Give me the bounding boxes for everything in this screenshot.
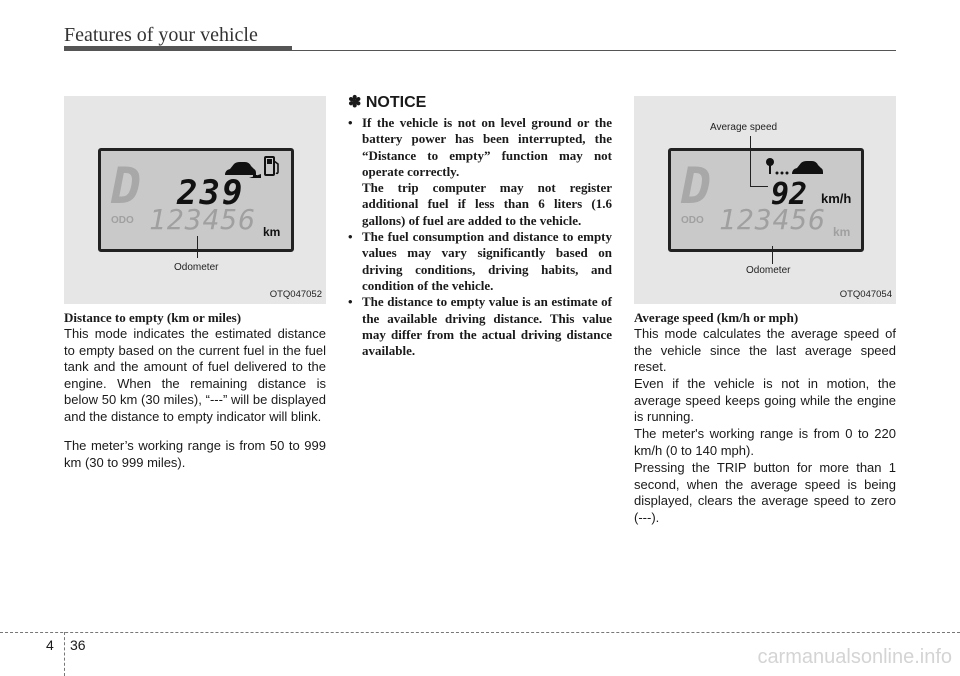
callout-line: [750, 186, 768, 187]
figure-distance-to-empty: [64, 96, 326, 304]
header-rule-thin: [292, 50, 896, 51]
lcd-display: [98, 148, 294, 252]
page-number: 36: [70, 637, 86, 653]
paragraph: Pressing the TRIP button for more than 1 second, when the average speed is being displayed, clears the average speed to zero (---).: [634, 460, 896, 525]
figure-average-speed: [634, 96, 896, 304]
car-icon: [791, 161, 823, 177]
lcd-display: [668, 148, 864, 252]
paragraph: The meter’s working range is from 50 to 999 km (30 to 999 miles).: [64, 438, 326, 470]
lcd-gear-indicator: D: [111, 157, 142, 215]
caption-distance-to-empty: Distance to empty (km or miles): [64, 310, 242, 325]
odometer-unit: km: [263, 225, 281, 239]
notice-list: [348, 115, 612, 359]
notice-title: ✽ NOTICE: [348, 94, 427, 111]
paragraph: This mode calculates the average speed of the vehicle since the last average speed reset.: [634, 326, 896, 374]
paragraph: The meter's working range is from 0 to 220 km/h (0 to 140 mph).: [634, 426, 896, 458]
callout-line: [750, 136, 751, 186]
trip-icon: [765, 157, 793, 177]
header-rule-thick: [64, 46, 292, 51]
odometer-value: 123456: [719, 203, 827, 236]
footer-divider: [64, 632, 65, 676]
notice-item-subtext: The trip computer may not register additional fuel if less than 6 liters (1.6 gallons) of fuel are added to the vehicle.: [362, 180, 612, 228]
odometer-unit: km: [833, 225, 851, 239]
figure-code: OTQ047052: [269, 289, 322, 300]
paragraph: This mode indicates the estimated distance to empty based on the current fuel in the fuel tank and the amount of fuel delivered to the engine. When the remaining distance is below 50 km (30 miles), “---” will be displayed and the distance to empty indicator will blink.: [64, 326, 326, 424]
callout-average-speed-label: Average speed: [710, 122, 778, 133]
callout-odometer-label: Odometer: [174, 262, 219, 273]
average-speed-unit: km/h: [821, 191, 852, 206]
odo-label: ODO: [111, 215, 134, 226]
paragraph: Even if the vehicle is not in motion, the average speed keeps going while the engine is running.: [634, 376, 896, 424]
callout-line: [197, 236, 198, 258]
page-header-title: Features of your vehicle: [64, 24, 258, 46]
notice-item-text: The distance to empty value is an estimate of the available driving distance. This value may differ from the actual driving distance available.: [362, 294, 612, 359]
figure-code: OTQ047054: [839, 289, 892, 300]
distance-to-empty-value: 239: [177, 173, 245, 213]
average-speed-value: 92: [771, 177, 808, 212]
list-item: [348, 115, 612, 229]
odo-label: ODO: [681, 215, 704, 226]
list-item: [348, 229, 612, 294]
road-icon: [249, 171, 261, 179]
footer-rule: [0, 632, 960, 633]
notice-item-text: If the vehicle is not on level ground or the battery power has been interrupted, the “Distance to empty” function may not operate correctly.: [362, 115, 612, 179]
notice-box: [348, 92, 612, 359]
notice-item-text: The fuel consumption and distance to empty values may vary significantly based on driving conditions, driving habits, and condition of the vehicle.: [362, 229, 612, 293]
caption-average-speed: Average speed (km/h or mph): [634, 310, 799, 325]
page-section-number: 4: [46, 637, 54, 653]
fuel-pump-icon: [264, 155, 280, 177]
list-item: [348, 294, 612, 359]
callout-line: [772, 246, 773, 264]
odometer-value: 123456: [149, 203, 257, 236]
watermark: carmanualsonline.info: [757, 646, 952, 668]
callout-odometer-label: Odometer: [746, 265, 791, 276]
lcd-gear-indicator: D: [681, 157, 712, 215]
